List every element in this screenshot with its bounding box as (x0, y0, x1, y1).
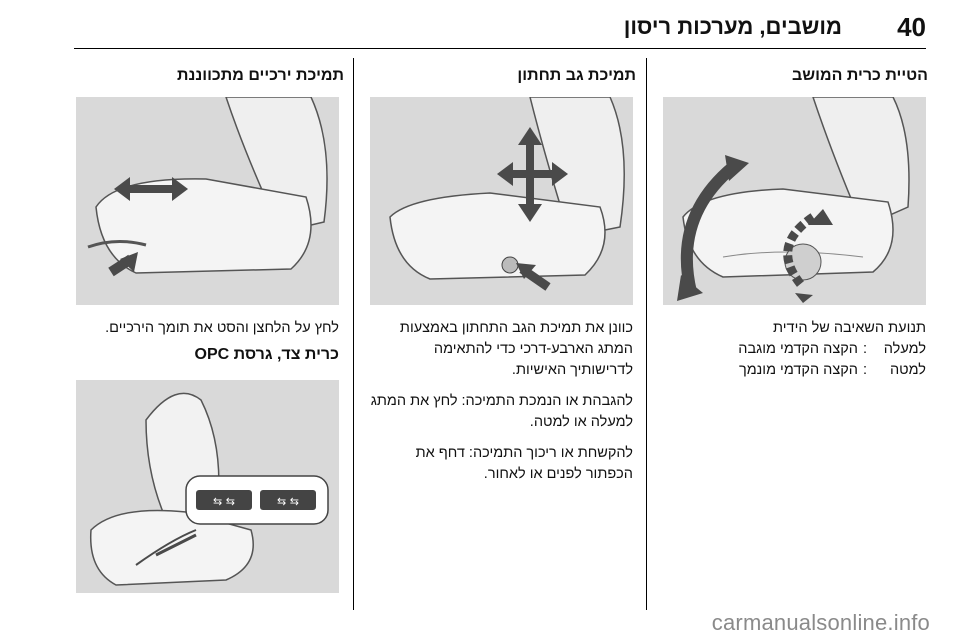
section-seat-tilt (660, 58, 928, 86)
page-title: מושבים, מערכות ריסון (623, 14, 842, 39)
seat-tilt-text (663, 318, 926, 381)
direction-label: למעלה (883, 341, 926, 357)
paragraph: כוונן את תמיכת הגב התחתון באמצעות המתג הארבע-דרכי כדי להתאימה לדרישותיך האישיות. (399, 320, 633, 378)
watermark: carmanualsonline.info (711, 610, 930, 635)
section-title: תמיכת ירכיים מתכווננת (176, 67, 344, 84)
header-rule (74, 48, 926, 49)
svg-text:⇆ ⇆: ⇆ ⇆ (277, 495, 299, 508)
side-bolster-title: כרית צד, גרסת OPC (194, 346, 339, 363)
section-lumbar-support (368, 58, 636, 86)
seat-tilt-up-row: למעלה : הקצה הקדמי מוגבה (663, 339, 926, 360)
column-divider (646, 58, 647, 610)
lumbar-support-illustration (370, 97, 633, 305)
section-title: תמיכת גב תחתון (517, 67, 636, 84)
page-number: 40 (897, 12, 926, 42)
paragraph: לחץ על הלחצן והסט את תומך הירכיים. (105, 320, 339, 336)
direction-value: הקצה הקדמי מונמך (738, 362, 858, 378)
page-header (0, 0, 960, 60)
direction-value: הקצה הקדמי מוגבה (738, 341, 858, 357)
paragraph: להגבהת או הנמכת התמיכה: לחץ את המתג למעלה או למטה. (370, 393, 633, 430)
side-bolster-illustration (76, 380, 339, 593)
thigh-support-illustration (76, 97, 339, 305)
seat-tilt-illustration (663, 97, 926, 305)
section-title: הטיית כרית המושב (792, 67, 928, 84)
lumbar-support-text (370, 318, 633, 495)
thigh-support-text (76, 318, 339, 349)
direction-label: למטה (889, 362, 926, 378)
section-thigh-support (76, 58, 344, 86)
svg-text:⇆ ⇆: ⇆ ⇆ (213, 495, 235, 508)
seat-tilt-down-row: למטה : הקצה הקדמי מונמך (663, 360, 926, 381)
seat-tilt-intro: תנועת השאיבה של הידית (773, 320, 926, 336)
column-divider (353, 58, 354, 610)
paragraph: להקשחת או ריכוך התמיכה: דחף את הכפתור לפנים או לאחור. (415, 445, 633, 482)
